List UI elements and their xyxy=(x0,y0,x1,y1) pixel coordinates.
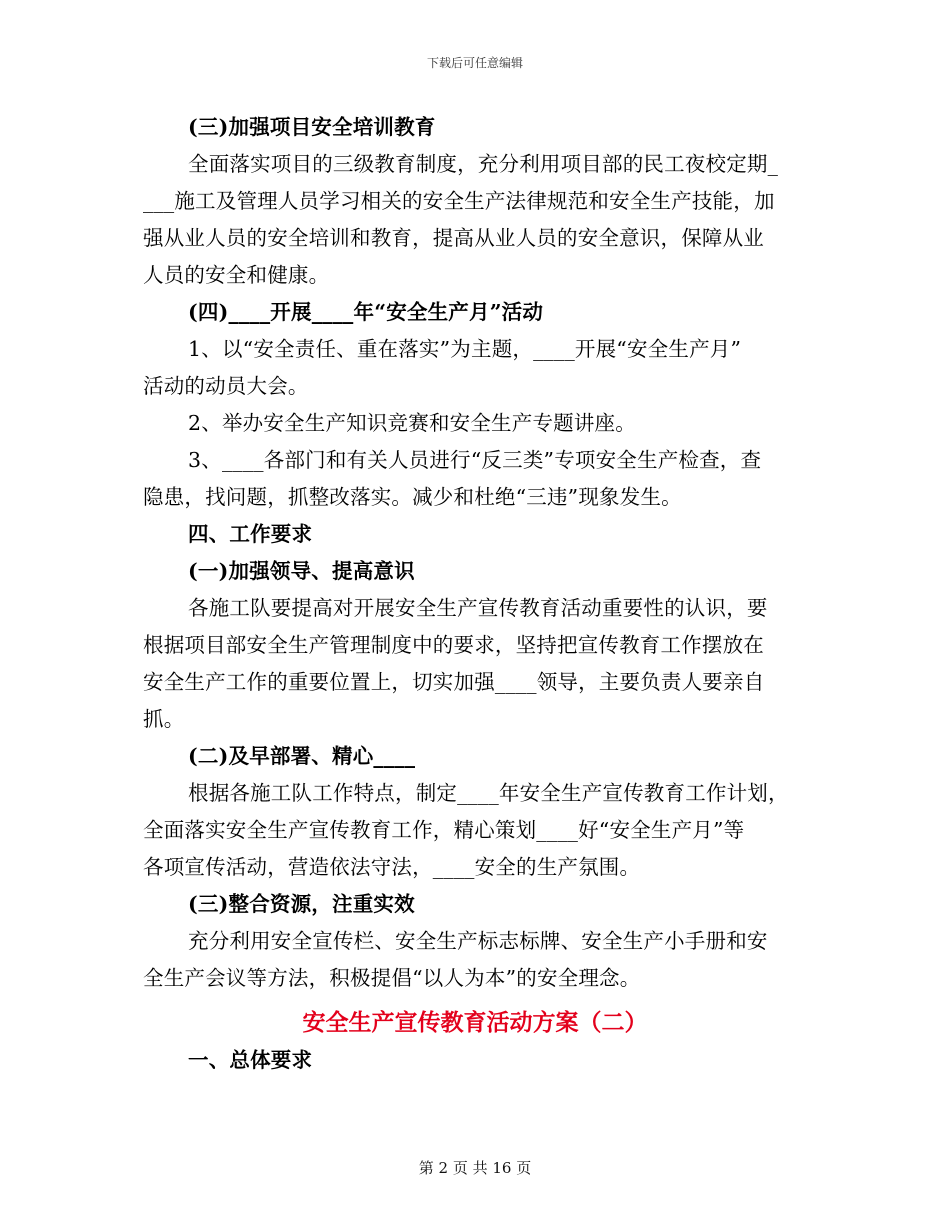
subheading-overall-requirements: 一、总体要求 xyxy=(188,1048,313,1072)
paragraph-line: 根据各施工队工作特点，制定____年安全生产宣传教育工作计划， xyxy=(188,781,789,805)
paragraph-line: 隐患，找问题，抓整改落实。减少和杜绝“三违”现象发生。 xyxy=(143,485,682,509)
heading-2-deployment: (二)及早部署、精心____ xyxy=(188,744,416,768)
paragraph-line: 抓。 xyxy=(143,707,185,731)
heading-3-training: (三)加强项目安全培训教育 xyxy=(188,115,436,139)
paragraph-line: 根据项目部安全生产管理制度中的要求，坚持把宣传教育工作摆放在 xyxy=(143,633,764,657)
heading-3-resources: (三)整合资源，注重实效 xyxy=(188,892,415,916)
paragraph-line: 充分利用安全宣传栏、安全生产标志标牌、安全生产小手册和安 xyxy=(188,929,768,953)
paragraph-line: 全面落实安全生产宣传教育工作，精心策划____好“安全生产月”等 xyxy=(143,818,745,842)
paragraph-line: 全生产会议等方法，积极提倡“以人为本”的安全理念。 xyxy=(143,966,641,990)
paragraph-line: 安全生产工作的重要位置上，切实加强____领导，主要负责人要亲自 xyxy=(143,670,765,694)
paragraph-line: 2、举办安全生产知识竞赛和安全生产专题讲座。 xyxy=(188,411,636,435)
paragraph-line: ___施工及管理人员学习相关的安全生产法律规范和安全生产技能，加 xyxy=(143,189,775,213)
section-heading-work-requirements: 四、工作要求 xyxy=(188,522,313,546)
paragraph-line: 全面落实项目的三级教育制度，充分利用项目部的民工夜校定期_ xyxy=(188,152,779,176)
heading-1-leadership: (一)加强领导、提高意识 xyxy=(188,559,415,583)
paragraph-line: 强从业人员的安全培训和教育，提高从业人员的安全意识，保障从业 xyxy=(143,226,764,250)
paragraph-line: 人员的安全和健康。 xyxy=(143,263,330,287)
paragraph-line: 各项宣传活动，营造依法守法，____安全的生产氛围。 xyxy=(143,855,641,879)
paragraph-line: 3、____各部门和有关人员进行“反三类”专项安全生产检查，查 xyxy=(188,448,762,472)
paragraph-line: 活动的动员大会。 xyxy=(143,374,309,398)
section-title: 安全生产宣传教育活动方案（二） xyxy=(302,1009,648,1036)
paragraph-line: 各施工队要提高对开展安全生产宣传教育活动重要性的认识，要 xyxy=(188,596,768,620)
heading-4-safety-month: (四)____开展____年“安全生产月”活动 xyxy=(188,300,544,324)
paragraph-line: 1、以“安全责任、重在落实”为主题，____开展“安全生产月” xyxy=(188,337,742,361)
page-footer: 第 2 页 共 16 页 xyxy=(418,1159,532,1177)
page-header: 下载后可任意编辑 xyxy=(426,56,523,70)
